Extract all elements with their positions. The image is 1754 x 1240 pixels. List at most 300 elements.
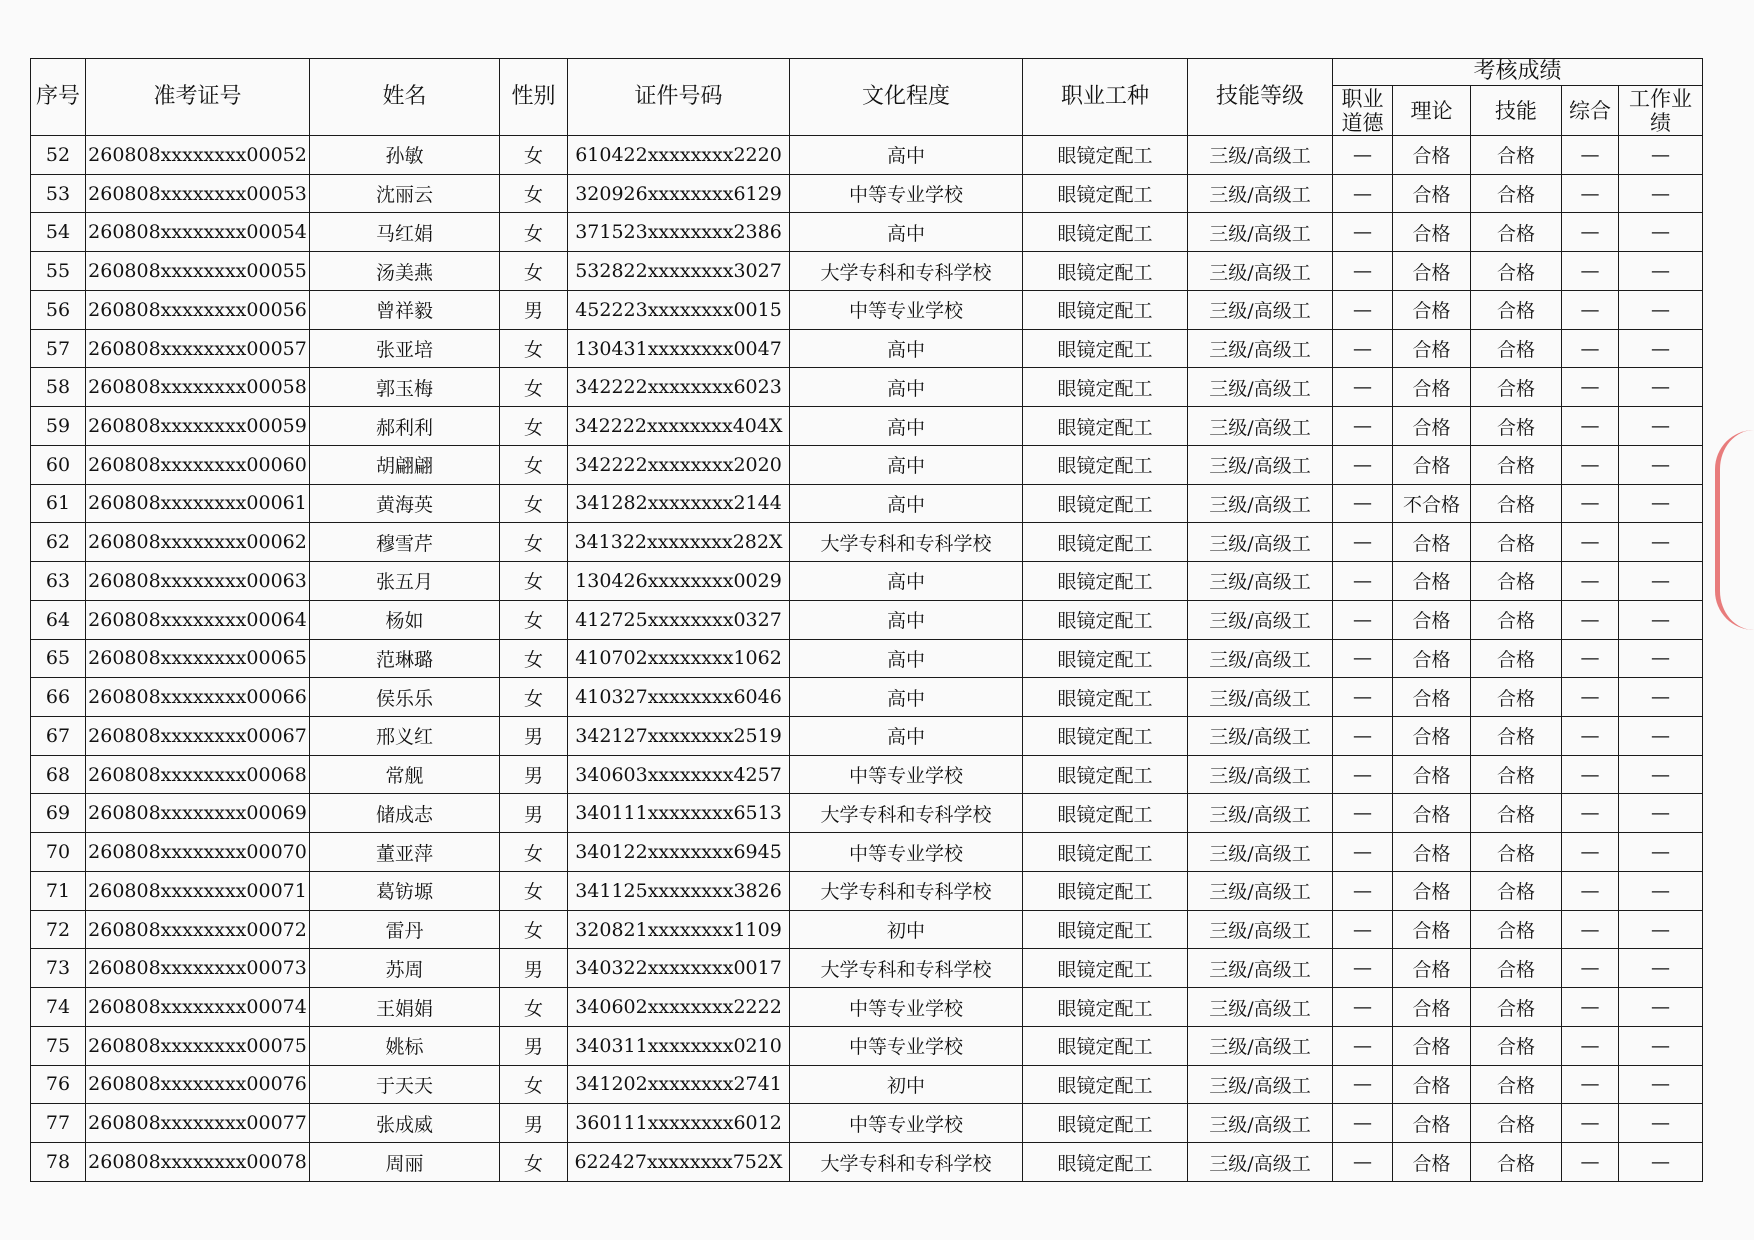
header-occupation: 职业工种 xyxy=(1023,59,1188,136)
cell-theory: 合格 xyxy=(1393,1143,1471,1182)
cell-name: 沈丽云 xyxy=(310,174,500,213)
cell-skill: 合格 xyxy=(1471,755,1562,794)
cell-ethics: — xyxy=(1333,639,1393,678)
cell-name: 郭玉梅 xyxy=(310,368,500,407)
cell-ticket: 260808xxxxxxxx00059 xyxy=(86,407,310,446)
cell-gender: 女 xyxy=(500,871,568,910)
cell-skill: 合格 xyxy=(1471,910,1562,949)
cell-work-performance: — xyxy=(1619,213,1703,252)
cell-theory: 合格 xyxy=(1393,252,1471,291)
cell-id-number: 341125xxxxxxxx3826 xyxy=(568,871,790,910)
cell-education: 中等专业学校 xyxy=(790,755,1023,794)
cell-seq: 67 xyxy=(31,717,86,756)
cell-theory: 合格 xyxy=(1393,213,1471,252)
cell-ticket: 260808xxxxxxxx00071 xyxy=(86,871,310,910)
cell-ethics: — xyxy=(1333,678,1393,717)
cell-ticket: 260808xxxxxxxx00077 xyxy=(86,1104,310,1143)
table-row xyxy=(31,368,1703,407)
header-ticket: 准考证号 xyxy=(86,59,310,136)
header-comprehensive: 综合 xyxy=(1562,86,1619,136)
cell-comprehensive: — xyxy=(1562,833,1619,872)
cell-work-performance: — xyxy=(1619,252,1703,291)
cell-theory: 合格 xyxy=(1393,407,1471,446)
cell-occupation: 眼镜定配工 xyxy=(1023,252,1188,291)
cell-occupation: 眼镜定配工 xyxy=(1023,368,1188,407)
cell-skill: 合格 xyxy=(1471,329,1562,368)
cell-name: 周丽 xyxy=(310,1143,500,1182)
cell-id-number: 452223xxxxxxxx0015 xyxy=(568,290,790,329)
cell-skill-level: 三级/高级工 xyxy=(1188,290,1333,329)
cell-name: 马红娟 xyxy=(310,213,500,252)
cell-occupation: 眼镜定配工 xyxy=(1023,678,1188,717)
table-row xyxy=(31,755,1703,794)
cell-comprehensive: — xyxy=(1562,484,1619,523)
cell-work-performance: — xyxy=(1619,523,1703,562)
cell-skill: 合格 xyxy=(1471,1104,1562,1143)
cell-occupation: 眼镜定配工 xyxy=(1023,213,1188,252)
cell-ticket: 260808xxxxxxxx00074 xyxy=(86,988,310,1027)
cell-comprehensive: — xyxy=(1562,988,1619,1027)
cell-theory: 合格 xyxy=(1393,290,1471,329)
cell-seq: 72 xyxy=(31,910,86,949)
cell-occupation: 眼镜定配工 xyxy=(1023,755,1188,794)
cell-id-number: 340111xxxxxxxx6513 xyxy=(568,794,790,833)
cell-comprehensive: — xyxy=(1562,1026,1619,1065)
cell-skill: 合格 xyxy=(1471,136,1562,175)
table-row xyxy=(31,523,1703,562)
cell-ethics: — xyxy=(1333,252,1393,291)
cell-gender: 女 xyxy=(500,600,568,639)
cell-ticket: 260808xxxxxxxx00053 xyxy=(86,174,310,213)
cell-gender: 男 xyxy=(500,949,568,988)
cell-skill-level: 三级/高级工 xyxy=(1188,717,1333,756)
cell-id-number: 532822xxxxxxxx3027 xyxy=(568,252,790,291)
cell-gender: 男 xyxy=(500,717,568,756)
cell-education: 高中 xyxy=(790,600,1023,639)
cell-work-performance: — xyxy=(1619,988,1703,1027)
cell-seq: 71 xyxy=(31,871,86,910)
cell-name: 张亚培 xyxy=(310,329,500,368)
cell-occupation: 眼镜定配工 xyxy=(1023,1026,1188,1065)
table-row xyxy=(31,678,1703,717)
table-row xyxy=(31,871,1703,910)
cell-skill: 合格 xyxy=(1471,833,1562,872)
cell-gender: 女 xyxy=(500,523,568,562)
table-row xyxy=(31,484,1703,523)
cell-work-performance: — xyxy=(1619,910,1703,949)
cell-skill-level: 三级/高级工 xyxy=(1188,755,1333,794)
cell-comprehensive: — xyxy=(1562,368,1619,407)
table-row xyxy=(31,445,1703,484)
table-row xyxy=(31,213,1703,252)
cell-occupation: 眼镜定配工 xyxy=(1023,523,1188,562)
cell-occupation: 眼镜定配工 xyxy=(1023,639,1188,678)
cell-ethics: — xyxy=(1333,329,1393,368)
cell-comprehensive: — xyxy=(1562,213,1619,252)
cell-name: 杨如 xyxy=(310,600,500,639)
cell-seq: 66 xyxy=(31,678,86,717)
cell-ethics: — xyxy=(1333,174,1393,213)
cell-name: 侯乐乐 xyxy=(310,678,500,717)
cell-ethics: — xyxy=(1333,407,1393,446)
cell-education: 中等专业学校 xyxy=(790,174,1023,213)
cell-gender: 男 xyxy=(500,1104,568,1143)
cell-work-performance: — xyxy=(1619,484,1703,523)
cell-seq: 62 xyxy=(31,523,86,562)
cell-ticket: 260808xxxxxxxx00078 xyxy=(86,1143,310,1182)
cell-theory: 合格 xyxy=(1393,755,1471,794)
cell-occupation: 眼镜定配工 xyxy=(1023,717,1188,756)
cell-skill-level: 三级/高级工 xyxy=(1188,136,1333,175)
table-row xyxy=(31,949,1703,988)
cell-occupation: 眼镜定配工 xyxy=(1023,1143,1188,1182)
cell-skill-level: 三级/高级工 xyxy=(1188,368,1333,407)
cell-education: 高中 xyxy=(790,407,1023,446)
cell-comprehensive: — xyxy=(1562,755,1619,794)
cell-theory: 合格 xyxy=(1393,717,1471,756)
cell-work-performance: — xyxy=(1619,445,1703,484)
cell-skill-level: 三级/高级工 xyxy=(1188,910,1333,949)
cell-skill-level: 三级/高级工 xyxy=(1188,678,1333,717)
table-row xyxy=(31,600,1703,639)
cell-skill: 合格 xyxy=(1471,678,1562,717)
table-row xyxy=(31,910,1703,949)
cell-education: 高中 xyxy=(790,329,1023,368)
cell-id-number: 342222xxxxxxxx2020 xyxy=(568,445,790,484)
cell-skill: 合格 xyxy=(1471,1143,1562,1182)
cell-theory: 合格 xyxy=(1393,910,1471,949)
header-seq: 序号 xyxy=(31,59,86,136)
cell-ticket: 260808xxxxxxxx00056 xyxy=(86,290,310,329)
cell-ethics: — xyxy=(1333,1065,1393,1104)
cell-gender: 男 xyxy=(500,755,568,794)
cell-gender: 女 xyxy=(500,213,568,252)
cell-id-number: 340122xxxxxxxx6945 xyxy=(568,833,790,872)
cell-seq: 74 xyxy=(31,988,86,1027)
cell-id-number: 412725xxxxxxxx0327 xyxy=(568,600,790,639)
cell-name: 郝利利 xyxy=(310,407,500,446)
cell-seq: 73 xyxy=(31,949,86,988)
table-row xyxy=(31,1143,1703,1182)
cell-name: 姚标 xyxy=(310,1026,500,1065)
cell-theory: 合格 xyxy=(1393,329,1471,368)
cell-name: 孙敏 xyxy=(310,136,500,175)
cell-id-number: 341282xxxxxxxx2144 xyxy=(568,484,790,523)
cell-id-number: 340602xxxxxxxx2222 xyxy=(568,988,790,1027)
cell-skill-level: 三级/高级工 xyxy=(1188,1026,1333,1065)
cell-skill-level: 三级/高级工 xyxy=(1188,484,1333,523)
cell-seq: 70 xyxy=(31,833,86,872)
cell-id-number: 320821xxxxxxxx1109 xyxy=(568,910,790,949)
table-row xyxy=(31,562,1703,601)
cell-name: 苏周 xyxy=(310,949,500,988)
cell-id-number: 340603xxxxxxxx4257 xyxy=(568,755,790,794)
cell-id-number: 342222xxxxxxxx6023 xyxy=(568,368,790,407)
cell-comprehensive: — xyxy=(1562,910,1619,949)
cell-skill: 合格 xyxy=(1471,562,1562,601)
cell-name: 穆雪芹 xyxy=(310,523,500,562)
cell-ticket: 260808xxxxxxxx00054 xyxy=(86,213,310,252)
cell-ticket: 260808xxxxxxxx00065 xyxy=(86,639,310,678)
cell-occupation: 眼镜定配工 xyxy=(1023,445,1188,484)
cell-ticket: 260808xxxxxxxx00063 xyxy=(86,562,310,601)
cell-occupation: 眼镜定配工 xyxy=(1023,329,1188,368)
cell-id-number: 130426xxxxxxxx0029 xyxy=(568,562,790,601)
table-body xyxy=(31,136,1703,1182)
header-name: 姓名 xyxy=(310,59,500,136)
cell-gender: 女 xyxy=(500,445,568,484)
cell-comprehensive: — xyxy=(1562,600,1619,639)
cell-name: 张五月 xyxy=(310,562,500,601)
cell-comprehensive: — xyxy=(1562,252,1619,291)
cell-id-number: 610422xxxxxxxx2220 xyxy=(568,136,790,175)
cell-occupation: 眼镜定配工 xyxy=(1023,871,1188,910)
cell-skill: 合格 xyxy=(1471,717,1562,756)
cell-education: 中等专业学校 xyxy=(790,833,1023,872)
cell-gender: 女 xyxy=(500,484,568,523)
cell-skill: 合格 xyxy=(1471,871,1562,910)
table-row xyxy=(31,1065,1703,1104)
cell-education: 高中 xyxy=(790,213,1023,252)
cell-ethics: — xyxy=(1333,717,1393,756)
cell-education: 大学专科和专科学校 xyxy=(790,794,1023,833)
cell-seq: 53 xyxy=(31,174,86,213)
cell-skill-level: 三级/高级工 xyxy=(1188,523,1333,562)
table-row xyxy=(31,717,1703,756)
cell-seq: 78 xyxy=(31,1143,86,1182)
cell-theory: 合格 xyxy=(1393,562,1471,601)
cell-comprehensive: — xyxy=(1562,1065,1619,1104)
cell-comprehensive: — xyxy=(1562,794,1619,833)
table-row xyxy=(31,1026,1703,1065)
table-row xyxy=(31,407,1703,446)
header-score-group: 考核成绩 xyxy=(1333,59,1703,86)
cell-comprehensive: — xyxy=(1562,290,1619,329)
exam-results-table xyxy=(30,58,1703,1182)
cell-skill-level: 三级/高级工 xyxy=(1188,988,1333,1027)
cell-seq: 60 xyxy=(31,445,86,484)
cell-comprehensive: — xyxy=(1562,407,1619,446)
cell-work-performance: — xyxy=(1619,407,1703,446)
cell-skill: 合格 xyxy=(1471,484,1562,523)
cell-occupation: 眼镜定配工 xyxy=(1023,290,1188,329)
cell-ticket: 260808xxxxxxxx00076 xyxy=(86,1065,310,1104)
cell-ticket: 260808xxxxxxxx00058 xyxy=(86,368,310,407)
cell-education: 高中 xyxy=(790,445,1023,484)
cell-name: 董亚萍 xyxy=(310,833,500,872)
cell-ticket: 260808xxxxxxxx00064 xyxy=(86,600,310,639)
cell-occupation: 眼镜定配工 xyxy=(1023,562,1188,601)
cell-name: 范琳璐 xyxy=(310,639,500,678)
cell-skill-level: 三级/高级工 xyxy=(1188,871,1333,910)
cell-ticket: 260808xxxxxxxx00072 xyxy=(86,910,310,949)
cell-occupation: 眼镜定配工 xyxy=(1023,910,1188,949)
cell-name: 胡翩翩 xyxy=(310,445,500,484)
cell-skill: 合格 xyxy=(1471,368,1562,407)
cell-skill: 合格 xyxy=(1471,290,1562,329)
cell-skill: 合格 xyxy=(1471,639,1562,678)
cell-occupation: 眼镜定配工 xyxy=(1023,174,1188,213)
cell-skill-level: 三级/高级工 xyxy=(1188,639,1333,678)
cell-comprehensive: — xyxy=(1562,329,1619,368)
table-row xyxy=(31,833,1703,872)
header-skill-level: 技能等级 xyxy=(1188,59,1333,136)
cell-education: 高中 xyxy=(790,368,1023,407)
cell-theory: 合格 xyxy=(1393,871,1471,910)
cell-gender: 女 xyxy=(500,1065,568,1104)
table-row xyxy=(31,794,1703,833)
cell-skill-level: 三级/高级工 xyxy=(1188,1104,1333,1143)
cell-ethics: — xyxy=(1333,949,1393,988)
cell-id-number: 622427xxxxxxxx752X xyxy=(568,1143,790,1182)
cell-ticket: 260808xxxxxxxx00052 xyxy=(86,136,310,175)
cell-skill-level: 三级/高级工 xyxy=(1188,445,1333,484)
cell-skill-level: 三级/高级工 xyxy=(1188,213,1333,252)
cell-id-number: 410327xxxxxxxx6046 xyxy=(568,678,790,717)
cell-seq: 54 xyxy=(31,213,86,252)
cell-seq: 64 xyxy=(31,600,86,639)
table-header xyxy=(31,59,1703,136)
cell-name: 邢义红 xyxy=(310,717,500,756)
cell-comprehensive: — xyxy=(1562,523,1619,562)
table-row xyxy=(31,329,1703,368)
cell-ticket: 260808xxxxxxxx00060 xyxy=(86,445,310,484)
cell-gender: 女 xyxy=(500,1143,568,1182)
cell-ethics: — xyxy=(1333,136,1393,175)
cell-work-performance: — xyxy=(1619,1026,1703,1065)
cell-ethics: — xyxy=(1333,1104,1393,1143)
cell-ticket: 260808xxxxxxxx00067 xyxy=(86,717,310,756)
cell-education: 中等专业学校 xyxy=(790,1026,1023,1065)
cell-name: 葛钫塬 xyxy=(310,871,500,910)
cell-id-number: 371523xxxxxxxx2386 xyxy=(568,213,790,252)
cell-name: 常舰 xyxy=(310,755,500,794)
cell-skill-level: 三级/高级工 xyxy=(1188,252,1333,291)
cell-seq: 68 xyxy=(31,755,86,794)
cell-ethics: — xyxy=(1333,290,1393,329)
cell-ethics: — xyxy=(1333,445,1393,484)
cell-education: 初中 xyxy=(790,1065,1023,1104)
cell-skill-level: 三级/高级工 xyxy=(1188,562,1333,601)
cell-seq: 55 xyxy=(31,252,86,291)
cell-education: 高中 xyxy=(790,639,1023,678)
cell-occupation: 眼镜定配工 xyxy=(1023,407,1188,446)
cell-name: 张成威 xyxy=(310,1104,500,1143)
cell-name: 王娟娟 xyxy=(310,988,500,1027)
table-row xyxy=(31,988,1703,1027)
cell-name: 于天天 xyxy=(310,1065,500,1104)
cell-skill-level: 三级/高级工 xyxy=(1188,174,1333,213)
cell-work-performance: — xyxy=(1619,949,1703,988)
cell-skill: 合格 xyxy=(1471,445,1562,484)
cell-seq: 57 xyxy=(31,329,86,368)
cell-ethics: — xyxy=(1333,871,1393,910)
table-row xyxy=(31,136,1703,175)
cell-ethics: — xyxy=(1333,910,1393,949)
cell-gender: 男 xyxy=(500,1026,568,1065)
red-seal-stamp xyxy=(1715,430,1754,630)
cell-skill: 合格 xyxy=(1471,407,1562,446)
cell-ethics: — xyxy=(1333,1143,1393,1182)
cell-education: 初中 xyxy=(790,910,1023,949)
cell-comprehensive: — xyxy=(1562,949,1619,988)
cell-work-performance: — xyxy=(1619,717,1703,756)
cell-ticket: 260808xxxxxxxx00061 xyxy=(86,484,310,523)
cell-seq: 77 xyxy=(31,1104,86,1143)
cell-work-performance: — xyxy=(1619,1065,1703,1104)
cell-skill-level: 三级/高级工 xyxy=(1188,1143,1333,1182)
cell-id-number: 320926xxxxxxxx6129 xyxy=(568,174,790,213)
cell-work-performance: — xyxy=(1619,290,1703,329)
cell-skill: 合格 xyxy=(1471,213,1562,252)
cell-comprehensive: — xyxy=(1562,1104,1619,1143)
cell-skill-level: 三级/高级工 xyxy=(1188,949,1333,988)
cell-ethics: — xyxy=(1333,368,1393,407)
cell-gender: 女 xyxy=(500,329,568,368)
cell-skill-level: 三级/高级工 xyxy=(1188,833,1333,872)
cell-skill: 合格 xyxy=(1471,600,1562,639)
cell-education: 高中 xyxy=(790,678,1023,717)
cell-skill: 合格 xyxy=(1471,252,1562,291)
cell-seq: 58 xyxy=(31,368,86,407)
roster-sheet xyxy=(30,58,1702,1182)
cell-gender: 女 xyxy=(500,252,568,291)
cell-skill: 合格 xyxy=(1471,949,1562,988)
cell-occupation: 眼镜定配工 xyxy=(1023,484,1188,523)
cell-work-performance: — xyxy=(1619,678,1703,717)
cell-education: 大学专科和专科学校 xyxy=(790,252,1023,291)
cell-ticket: 260808xxxxxxxx00075 xyxy=(86,1026,310,1065)
table-row xyxy=(31,639,1703,678)
cell-work-performance: — xyxy=(1619,1104,1703,1143)
cell-theory: 合格 xyxy=(1393,678,1471,717)
cell-education: 中等专业学校 xyxy=(790,988,1023,1027)
cell-occupation: 眼镜定配工 xyxy=(1023,794,1188,833)
header-gender: 性别 xyxy=(500,59,568,136)
cell-theory: 合格 xyxy=(1393,445,1471,484)
cell-comprehensive: — xyxy=(1562,562,1619,601)
cell-comprehensive: — xyxy=(1562,678,1619,717)
cell-ticket: 260808xxxxxxxx00062 xyxy=(86,523,310,562)
cell-skill-level: 三级/高级工 xyxy=(1188,1065,1333,1104)
table-row xyxy=(31,1104,1703,1143)
cell-theory: 合格 xyxy=(1393,368,1471,407)
cell-seq: 69 xyxy=(31,794,86,833)
cell-education: 高中 xyxy=(790,136,1023,175)
cell-seq: 65 xyxy=(31,639,86,678)
cell-skill: 合格 xyxy=(1471,523,1562,562)
cell-seq: 76 xyxy=(31,1065,86,1104)
cell-occupation: 眼镜定配工 xyxy=(1023,988,1188,1027)
cell-comprehensive: — xyxy=(1562,136,1619,175)
header-work-performance: 工作业绩 xyxy=(1619,86,1703,136)
cell-education: 大学专科和专科学校 xyxy=(790,523,1023,562)
cell-ethics: — xyxy=(1333,562,1393,601)
cell-seq: 63 xyxy=(31,562,86,601)
cell-id-number: 130431xxxxxxxx0047 xyxy=(568,329,790,368)
cell-theory: 合格 xyxy=(1393,523,1471,562)
cell-gender: 女 xyxy=(500,368,568,407)
cell-work-performance: — xyxy=(1619,833,1703,872)
cell-seq: 52 xyxy=(31,136,86,175)
cell-education: 大学专科和专科学校 xyxy=(790,949,1023,988)
cell-skill: 合格 xyxy=(1471,174,1562,213)
cell-ticket: 260808xxxxxxxx00066 xyxy=(86,678,310,717)
cell-skill: 合格 xyxy=(1471,1026,1562,1065)
table-row xyxy=(31,174,1703,213)
cell-skill: 合格 xyxy=(1471,988,1562,1027)
cell-ticket: 260808xxxxxxxx00055 xyxy=(86,252,310,291)
